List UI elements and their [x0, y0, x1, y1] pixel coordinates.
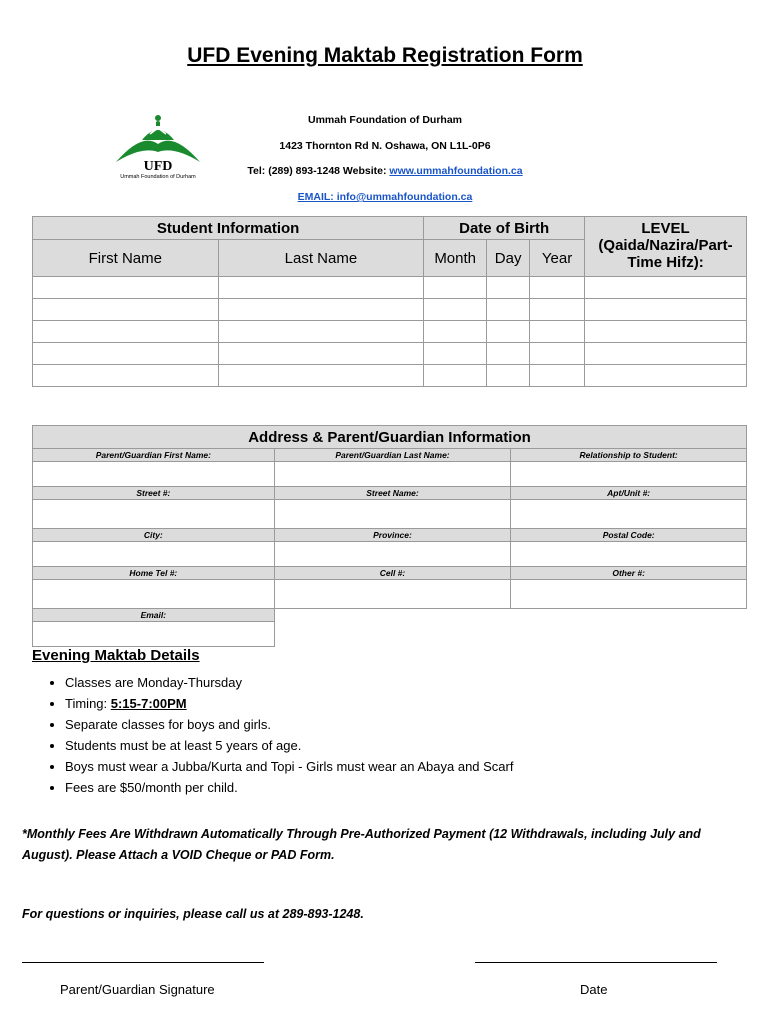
month-cell[interactable] — [424, 321, 487, 343]
details-heading: Evening Maktab Details — [32, 647, 200, 664]
level-header — [585, 217, 747, 277]
month-cell[interactable] — [424, 277, 487, 299]
timing-value: 5:15-7:00PM — [110, 696, 187, 711]
last-name-cell[interactable] — [218, 365, 424, 387]
parent-first-field[interactable] — [33, 462, 275, 487]
province-field[interactable] — [274, 542, 511, 567]
postal-label: Postal Code: — [511, 529, 747, 542]
col-day: Day — [487, 240, 530, 277]
home-tel-field[interactable] — [33, 580, 275, 609]
blank-cell — [274, 609, 511, 622]
list-item: • Classes are Monday-Thursday — [65, 672, 545, 693]
parent-first-label: Parent/Guardian First Name: — [33, 449, 275, 462]
col-first-name: First Name — [33, 240, 219, 277]
blank-cell — [511, 609, 747, 622]
street-name-field[interactable] — [274, 500, 511, 529]
first-name-cell[interactable] — [33, 343, 219, 365]
list-item — [65, 693, 545, 714]
email-label: Email: — [33, 609, 275, 622]
parent-last-label: Parent/Guardian Last Name: — [274, 449, 511, 462]
year-cell[interactable] — [530, 365, 585, 387]
list-item: • Students must be at least 5 years of age. — [65, 735, 545, 756]
student-info-header: Student Information — [33, 217, 424, 240]
month-cell[interactable] — [424, 365, 487, 387]
col-last-name: Last Name — [218, 240, 424, 277]
day-cell[interactable] — [487, 365, 530, 387]
date-label: Date — [580, 982, 608, 997]
parent-last-field[interactable] — [274, 462, 511, 487]
details-list — [30, 672, 545, 798]
last-name-cell[interactable] — [218, 321, 424, 343]
col-year: Year — [530, 240, 585, 277]
level-cell[interactable] — [585, 299, 747, 321]
date-line[interactable] — [475, 962, 717, 963]
ufd-logo — [112, 112, 204, 180]
city-label: City: — [33, 529, 275, 542]
signature-label: Parent/Guardian Signature — [60, 982, 215, 997]
level-desc: (Qaida/Nazira/Part-Time Hifz): — [598, 237, 733, 271]
first-name-cell[interactable] — [33, 299, 219, 321]
student-row — [33, 277, 747, 299]
student-row — [33, 321, 747, 343]
student-row — [33, 299, 747, 321]
day-cell[interactable] — [487, 299, 530, 321]
website-link[interactable]: www.ummahfoundation.ca — [389, 165, 523, 177]
questions-text: For questions or inquiries, please call us at 289-893-1248. — [22, 907, 364, 921]
logo-text: UFD — [143, 159, 173, 174]
address-table — [32, 425, 747, 647]
dob-header: Date of Birth — [424, 217, 585, 240]
first-name-cell[interactable] — [33, 365, 219, 387]
other-field[interactable] — [511, 580, 747, 609]
home-tel-label: Home Tel #: — [33, 567, 275, 580]
list-item: • Separate classes for boys and girls. — [65, 714, 545, 735]
timing-label: Timing: — [65, 696, 111, 711]
apt-field[interactable] — [511, 500, 747, 529]
last-name-cell[interactable] — [218, 277, 424, 299]
cell-label: Cell #: — [274, 567, 511, 580]
org-address: 1423 Thornton Rd N. Oshawa, ON L1L-0P6 — [279, 140, 491, 152]
payment-note: *Monthly Fees Are Withdrawn Automatically Through Pre-Authorized Payment (12 Withdrawals, including July and August). Please Attach a VOID Cheque or PAD Form. — [22, 827, 701, 862]
level-cell[interactable] — [585, 365, 747, 387]
year-cell[interactable] — [530, 343, 585, 365]
student-row — [33, 365, 747, 387]
year-cell[interactable] — [530, 321, 585, 343]
list-item: • Boys must wear a Jubba/Kurta and Topi - Girls must wear an Abaya and Scarf — [65, 756, 545, 777]
year-cell[interactable] — [530, 299, 585, 321]
email-link[interactable]: EMAIL: info@ummahfoundation.ca — [297, 191, 473, 203]
first-name-cell[interactable] — [33, 321, 219, 343]
page-title: UFD Evening Maktab Registration Form — [187, 44, 583, 67]
signature-line[interactable] — [22, 962, 264, 963]
postal-field[interactable] — [511, 542, 747, 567]
org-name: Ummah Foundation of Durham — [308, 114, 462, 126]
street-num-field[interactable] — [33, 500, 275, 529]
org-email[interactable] — [200, 191, 570, 203]
student-info-table — [32, 216, 747, 387]
year-cell[interactable] — [530, 277, 585, 299]
month-cell[interactable] — [424, 299, 487, 321]
last-name-cell[interactable] — [218, 343, 424, 365]
month-cell[interactable] — [424, 343, 487, 365]
org-tel: Tel: (289) 893-1248 Website: — [247, 165, 390, 177]
cell-field[interactable] — [274, 580, 511, 609]
level-cell[interactable] — [585, 321, 747, 343]
province-label: Province: — [274, 529, 511, 542]
relationship-label: Relationship to Student: — [511, 449, 747, 462]
other-label: Other #: — [511, 567, 747, 580]
blank-cell — [511, 622, 747, 647]
list-item: • Fees are $50/month per child. — [65, 777, 545, 798]
blank-cell — [274, 622, 511, 647]
first-name-cell[interactable] — [33, 277, 219, 299]
email-field[interactable] — [33, 622, 275, 647]
day-cell[interactable] — [487, 321, 530, 343]
city-field[interactable] — [33, 542, 275, 567]
street-num-label: Street #: — [33, 487, 275, 500]
apt-label: Apt/Unit #: — [511, 487, 747, 500]
day-cell[interactable] — [487, 343, 530, 365]
logo-subtext: Ummah Foundation of Durham — [120, 174, 196, 180]
col-month: Month — [424, 240, 487, 277]
org-contact — [200, 165, 570, 177]
level-title: LEVEL — [641, 220, 690, 237]
street-name-label: Street Name: — [274, 487, 511, 500]
level-cell[interactable] — [585, 343, 747, 365]
last-name-cell[interactable] — [218, 299, 424, 321]
day-cell[interactable] — [487, 277, 530, 299]
student-row — [33, 343, 747, 365]
level-cell[interactable] — [585, 277, 747, 299]
address-header: Address & Parent/Guardian Information — [33, 426, 747, 449]
relationship-field[interactable] — [511, 462, 747, 487]
